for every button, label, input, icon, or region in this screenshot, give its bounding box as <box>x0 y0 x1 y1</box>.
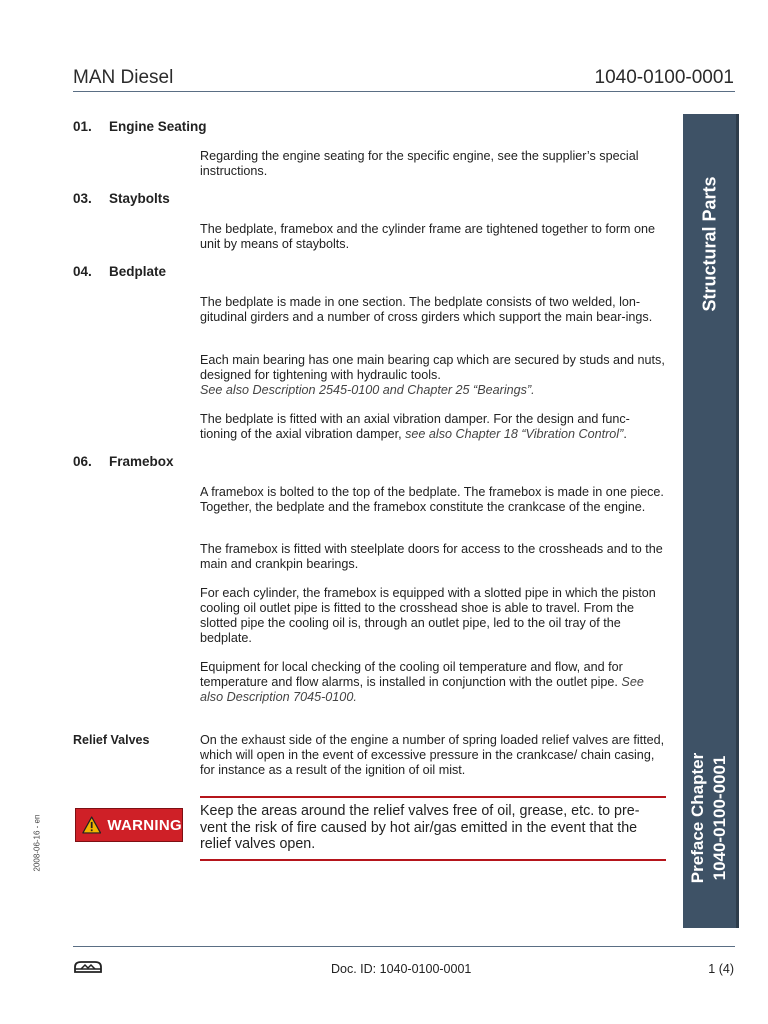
section-title: Engine Seating <box>109 119 207 134</box>
sidebar-top-label: Structural Parts <box>699 176 720 312</box>
warning-badge <box>75 808 183 842</box>
cross-reference: See also Description 7045-0100. <box>200 675 644 704</box>
header-doc-number: 1040-0100-0001 <box>594 67 734 88</box>
paragraph: The bedplate, framebox and the cylinder frame are tightened together to form one unit by means of staybolts. <box>200 222 656 251</box>
footer-divider <box>73 946 735 947</box>
section-number: 04. <box>73 264 92 279</box>
paragraph: A framebox is bolted to the top of the bedplate. The framebox is made in one piece. Together, the bedplate and the framebox constitute the crankcase of the engine. <box>200 485 664 514</box>
warning-triangle-icon <box>82 815 101 835</box>
warning-rule-bottom <box>200 859 666 861</box>
section-number: 06. <box>73 454 92 469</box>
sidebar-bottom-line2: 1040-0100-0001 <box>710 755 729 881</box>
sidebar-bottom-line1: Preface Chapter <box>688 752 707 884</box>
paragraph <box>200 353 666 398</box>
sidebar-shadow <box>736 114 739 928</box>
paragraph-text: Equipment for local checking of the cooling oil temperature and flow, and for temperature and flow alarms, is installed in conjunction with the outlet pipe. <box>200 660 623 689</box>
paragraph <box>200 660 666 705</box>
relief-valves-label: Relief Valves <box>73 733 150 747</box>
warning-badge-label: WARNING <box>107 816 182 834</box>
paragraph-text-end: . <box>623 427 627 441</box>
header-company: MAN Diesel <box>73 67 174 88</box>
section-title: Bedplate <box>109 264 167 279</box>
chapter-sidebar <box>683 114 737 928</box>
section-number: 01. <box>73 119 92 134</box>
warning-text: Keep the areas around the relief valves free of oil, grease, etc. to pre-vent the risk of fire caused by hot air/gas emitted in the event that the relief valves open. <box>200 803 640 852</box>
warning-rule-top <box>200 796 666 798</box>
paragraph: For each cylinder, the framebox is equipped with a slotted pipe in which the piston cooling oil outlet pipe is fitted to the crosshead shoe is able to travel. From the slotted pipe the cooling oil is, through an outlet pipe, led to the oil tray of the bedplate. <box>200 586 656 645</box>
footer-doc-id: Doc. ID: 1040-0100-0001 <box>331 962 472 976</box>
paragraph: The bedplate is made in one section. The bedplate consists of two welded, lon-gitudinal girders and a number of cross girders which support the main bear-ings. <box>200 295 653 324</box>
section-number: 03. <box>73 191 92 206</box>
section-title: Framebox <box>109 454 174 469</box>
paragraph: The framebox is fitted with steelplate doors for access to the crossheads and to the main and crankpin bearings. <box>200 542 663 571</box>
cross-reference: see also Chapter 18 “Vibration Control” <box>405 427 624 441</box>
footer-page-number: 1 (4) <box>708 962 734 976</box>
paragraph-text: The bedplate is fitted with an axial vibration damper. For the design and func-tioning of the axial vibration damper, <box>200 412 630 441</box>
relief-valves-text: On the exhaust side of the engine a number of spring loaded relief valves are fitted, which will open in the event of excessive pressure in the crankcase/ chain casing, for instance as a result of the ignition of oil mist. <box>200 733 665 777</box>
paragraph-text: Each main bearing has one main bearing cap which are secured by studs and nuts, designed for tightening with hydraulic tools. <box>200 353 665 382</box>
section-title: Staybolts <box>109 191 170 206</box>
header-divider <box>73 91 735 92</box>
paragraph <box>200 412 666 442</box>
paragraph: Regarding the engine seating for the specific engine, see the supplier’s special instructions. <box>200 149 639 178</box>
cross-reference: See also Description 2545-0100 and Chapter 25 “Bearings”. <box>200 383 535 397</box>
man-logo-icon <box>73 960 103 974</box>
margin-date: 2008-06-16 - en <box>32 814 42 872</box>
